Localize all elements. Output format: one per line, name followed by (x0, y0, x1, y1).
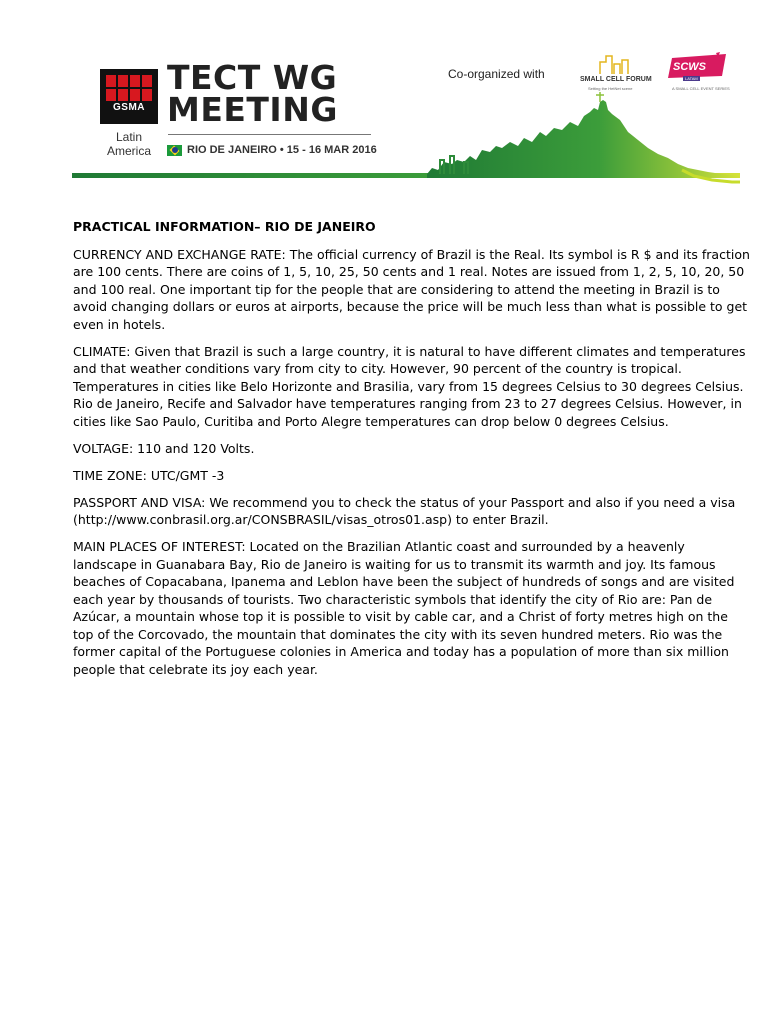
voltage-paragraph: VOLTAGE: 110 and 120 Volts. (73, 440, 255, 456)
partner2-name: SCWS (673, 61, 706, 73)
passport-paragraph: PASSPORT AND VISA: We recommend you to check the status of your Passport and also if you need a visa (http://www.conbrasil.org.ar/CONSBRASIL/visas_otros01.asp) to enter Brazil. (73, 494, 736, 527)
partner1-name: SMALL CELL FORUM (580, 76, 652, 83)
climate-paragraph: CLIMATE: Given that Brazil is such a large country, it is natural to have different climates and temperatures and that weather conditions vary from city to city. However, 90 percent of the country is tropical. Temperatures in cities like Belo Horizonte and Brasilia, vary from 15 degrees Celsius to 30 degrees Celsius. Rio de Janeiro, Recife and Salvador have temperatures ranging from 23 to 27 degrees Celsius. However, in cities like Sao Paulo, Curitiba and Porto Alegre temperatures can drop below 0 degrees Celsius. (73, 343, 746, 429)
coorganized-label: Co-organized with (448, 67, 545, 81)
places-paragraph: MAIN PLACES OF INTEREST: Located on the Brazilian Atlantic coast and surrounded by a heavenly landscape in Guanabara Bay, Rio de Janeiro is waiting for us to transmit its warmth and joy. Its famous beaches of Copacabana, Ipanema and Leblon have been the subject of hundreds of songs and are visited each year by thousands of tourists. Two characteristic symbols that identify the city of Rio are: Pan de Azúcar, a mountain whose top it is possible to visit by cable car, and a Christ of forty metres high on the top of the Corcovado, the mountain that dominates the city with its seven hundred meters. Rio was the former capital of the Portuguese colonies in America and today has a population of more than six million people that celebrate its joy each year. (73, 539, 735, 677)
partner2-tagline: A SMALL CELL EVENT SERIES (672, 86, 730, 91)
currency-paragraph: CURRENCY AND EXCHANGE RATE: The official currency of Brazil is the Real. Its symbol is R $ and its fraction are 100 cents. There are coins of 1, 5, 10, 25, 50 cents and 1 real. Notes are issued from 1, 2, 5, 10, 20, 50 and 100 real. One important tip for the people that are considering to attend the meeting in Brazil is to avoid changing dollars or euros at airports, because the price will be much less than what is possible to get even in hotels. (73, 246, 750, 332)
section-heading: PRACTICAL INFORMATION– RIO DE JANEIRO (73, 219, 376, 234)
region-label: Latin America (106, 130, 151, 158)
gsma-logo-text: GSMA (113, 102, 145, 113)
event-location-date: RIO DE JANEIRO • 15 - 16 MAR 2016 (167, 144, 377, 156)
event-header-banner (0, 0, 768, 200)
timezone-paragraph: TIME ZONE: UTC/GMT -3 (73, 467, 225, 483)
rio-skyline-illustration (72, 90, 740, 185)
partner1-tagline: Setting the HetNet scene (588, 86, 633, 91)
partner2-sub: LATAM (685, 76, 698, 81)
event-title: TECT WG MEETING (167, 58, 338, 129)
practical-information-section (73, 218, 751, 688)
